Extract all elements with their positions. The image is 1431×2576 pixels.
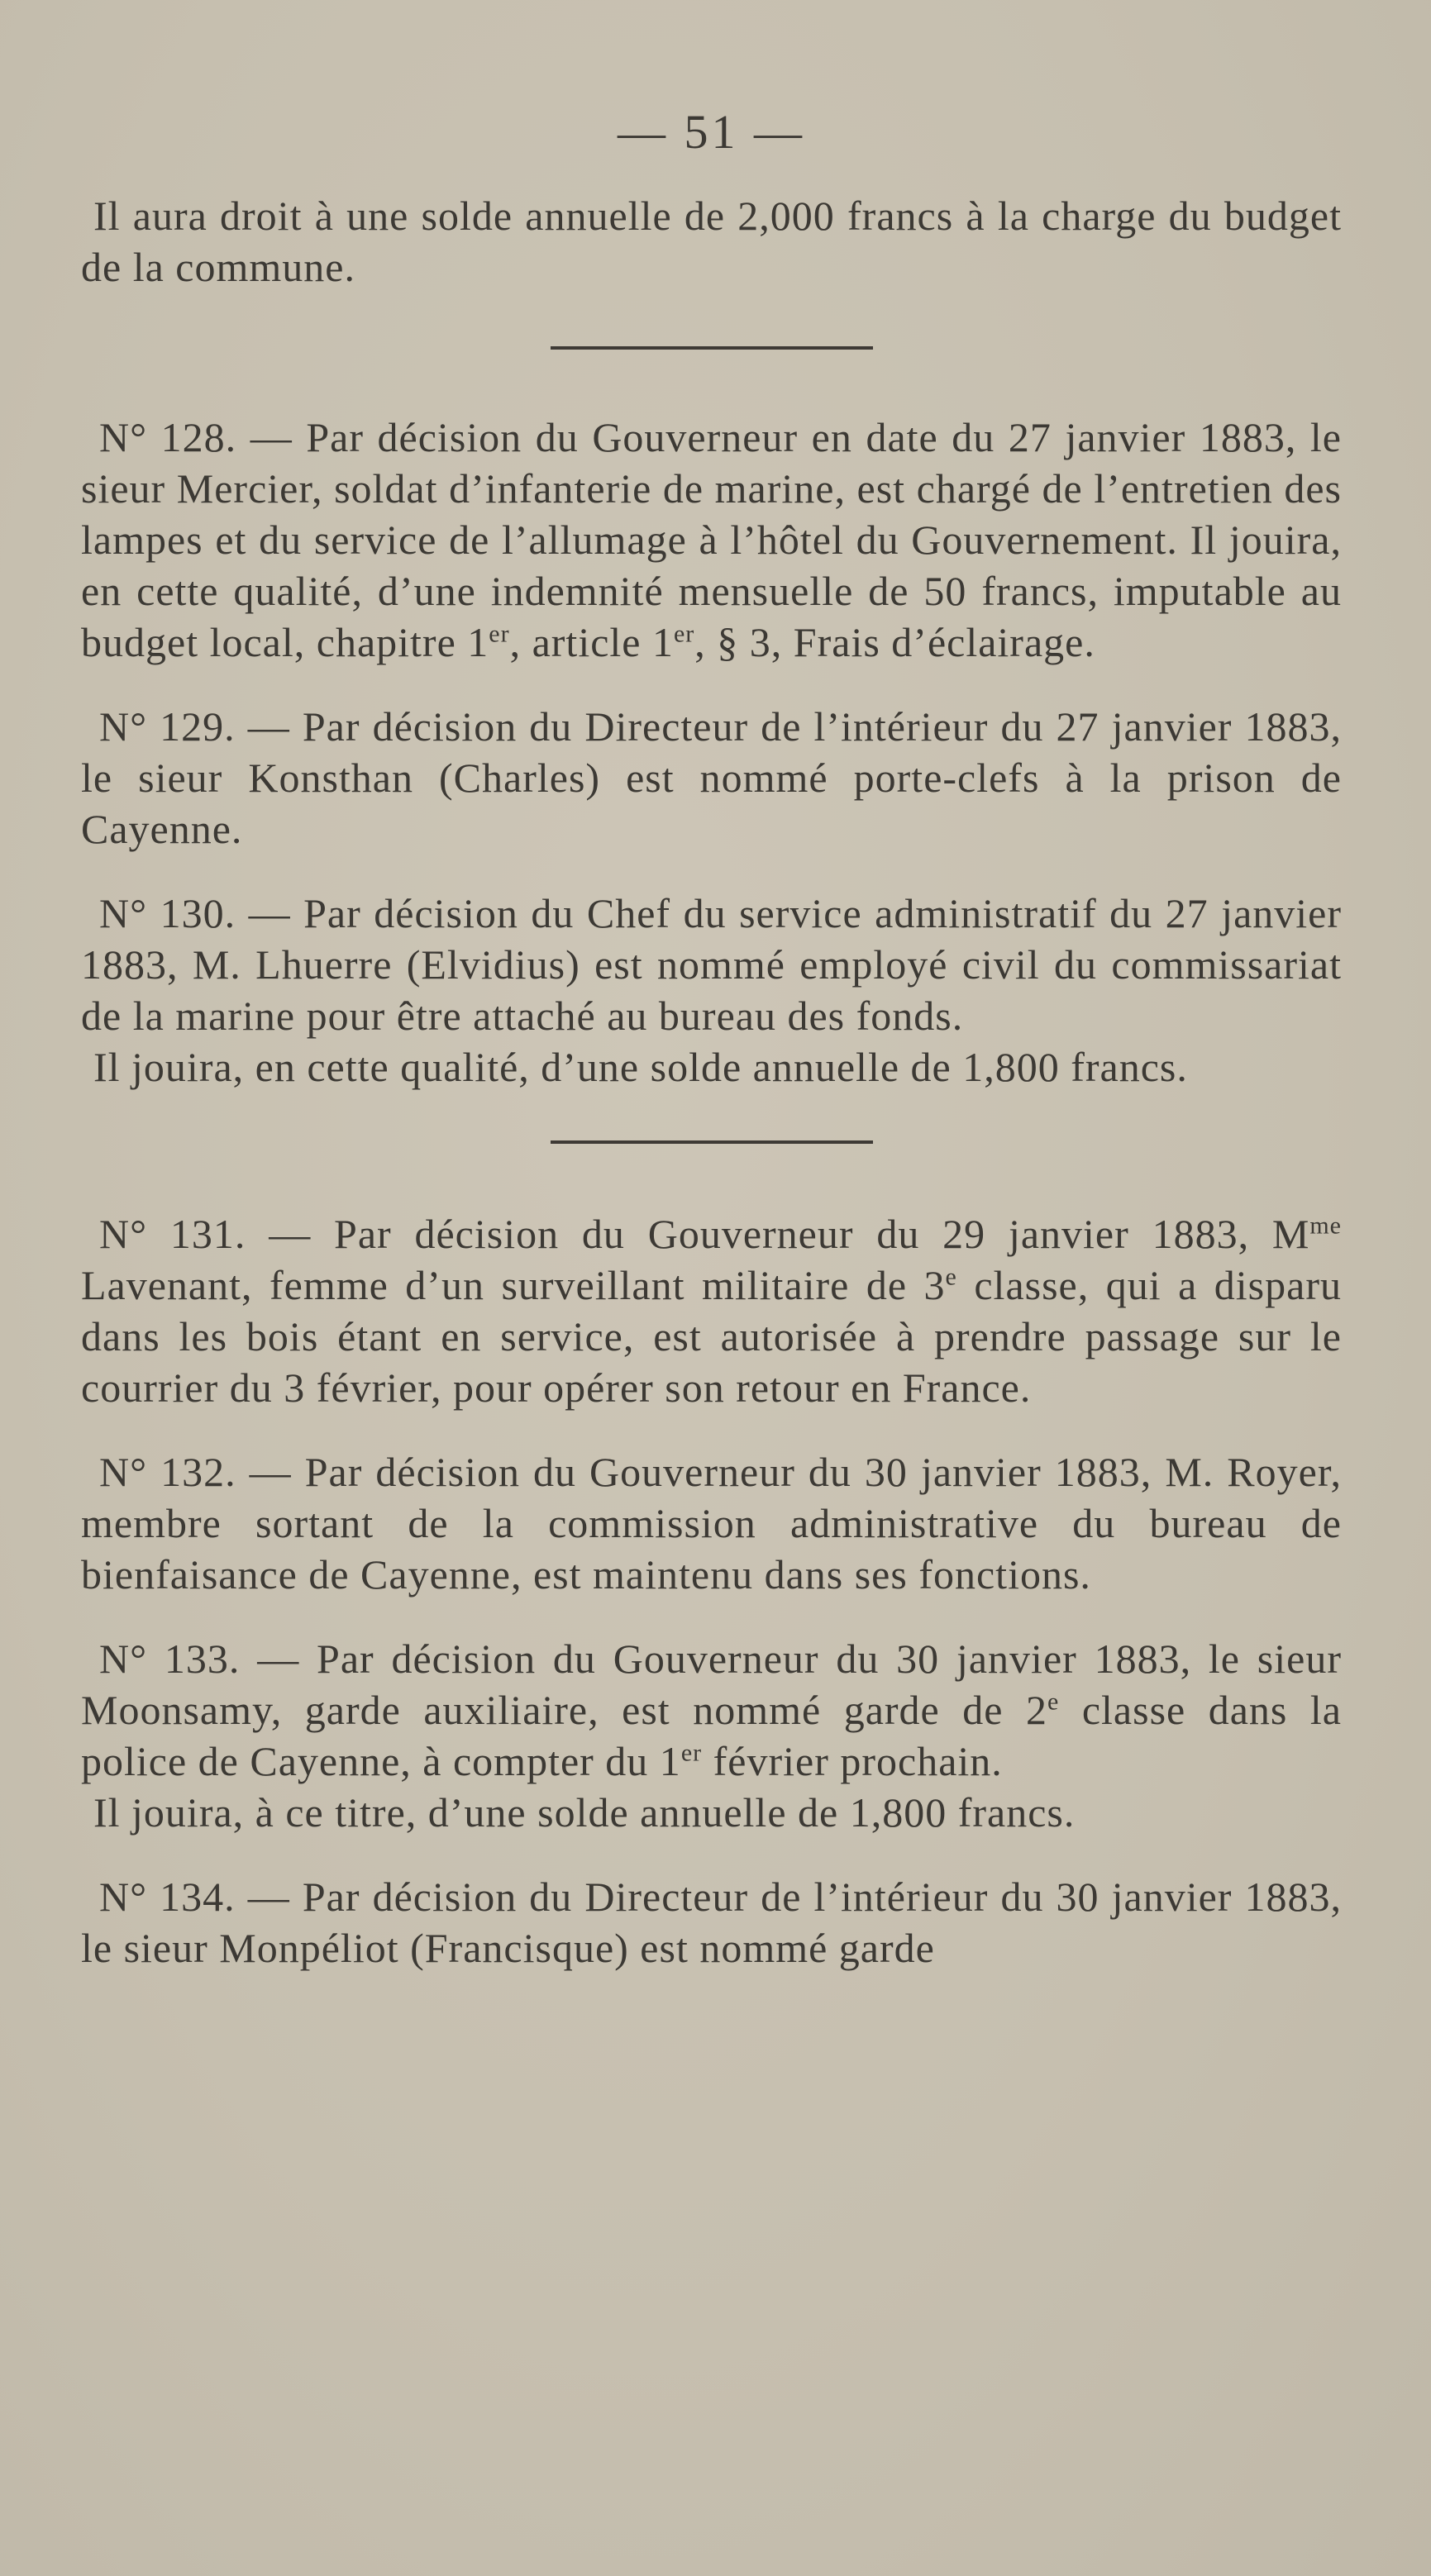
- decision-128-text-a: N° 128. — Par décision du Gouverneur en date du 27 janvier 1883, le sieur Mercier, soldat d’infanterie de marine, est chargé de l’entretien des lampes et du service de l’allumage à l’hôtel du Gouvernement. Il jouira, en cette qualité, d’une indemnité mensuelle de 50 francs, imputable au budget local, chapitre 1: [81, 414, 1342, 665]
- decision-133-sup-2: er: [680, 1739, 703, 1767]
- paragraph-decision-130: N° 130. — Par décision du Chef du service administratif du 27 janvier 1883, M. Lhuerre (Elvidius) est nommé employé civil du commissariat de la marine pour être attaché au bureau des fonds.: [81, 890, 1342, 1039]
- decision-131-sup-1: me: [1309, 1212, 1342, 1240]
- paragraph-decision-134: N° 134. — Par décision du Directeur de l’intérieur du 30 janvier 1883, le sieur Monpéliot (Francisque) est nommé garde: [81, 1874, 1342, 1971]
- decision-128-text-c: , § 3, Frais d’éclairage.: [694, 619, 1095, 665]
- decision-131-text-c: classe, qui a disparu dans les bois étant en service, est autorisée à prendre passage sur le courrier du 3 février, pour opérer son retour en France.: [81, 1262, 1342, 1411]
- section-divider-2: [551, 1140, 873, 1144]
- decision-128-text-b: , article 1: [509, 619, 674, 665]
- decision-133-text-c: février prochain.: [702, 1738, 1003, 1784]
- paragraph-decision-128: [81, 412, 1342, 668]
- document-page: [81, 107, 1342, 1974]
- paragraph-decision-131: [81, 1208, 1342, 1413]
- decision-128-sup-2: er: [673, 620, 695, 648]
- decision-131-sup-2: e: [945, 1263, 957, 1291]
- decision-133-sup-1: e: [1047, 1688, 1060, 1716]
- decision-131-text-b: Lavenant, femme d’un surveillant militaire de 3: [81, 1262, 946, 1308]
- paragraph-decision-129: N° 129. — Par décision du Directeur de l’intérieur du 27 janvier 1883, le sieur Konsthan (Charles) est nommé porte-clefs à la prison de Cayenne.: [81, 703, 1342, 852]
- paragraph-solde-commune: Il aura droit à une solde annuelle de 2,000 francs à la charge du budget de la commune.: [81, 193, 1342, 290]
- paragraph-solde-1800-a: Il jouira, en cette qualité, d’une solde annuelle de 1,800 francs.: [93, 1044, 1188, 1090]
- page-number: — 51 —: [618, 105, 805, 159]
- decision-133-text-b: classe dans la police de Cayenne, à compter du 1: [81, 1687, 1342, 1784]
- decision-128-sup-1: er: [489, 620, 510, 648]
- paragraph-solde-1800-b: Il jouira, à ce titre, d’une solde annuelle de 1,800 francs.: [93, 1789, 1076, 1836]
- decision-131-text-a: N° 131. — Par décision du Gouverneur du 29 janvier 1883, M: [99, 1211, 1310, 1257]
- section-divider: [551, 346, 873, 350]
- paragraph-decision-132: N° 132. — Par décision du Gouverneur du 30 janvier 1883, M. Royer, membre sortant de la commission administrative du bureau de bienfaisance de Cayenne, est maintenu dans ses fonctions.: [81, 1449, 1342, 1598]
- paragraph-decision-133: [81, 1633, 1342, 1787]
- decision-133-text-a: N° 133. — Par décision du Gouverneur du 30 janvier 1883, le sieur Moonsamy, garde auxiliaire, est nommé garde de 2: [81, 1636, 1342, 1733]
